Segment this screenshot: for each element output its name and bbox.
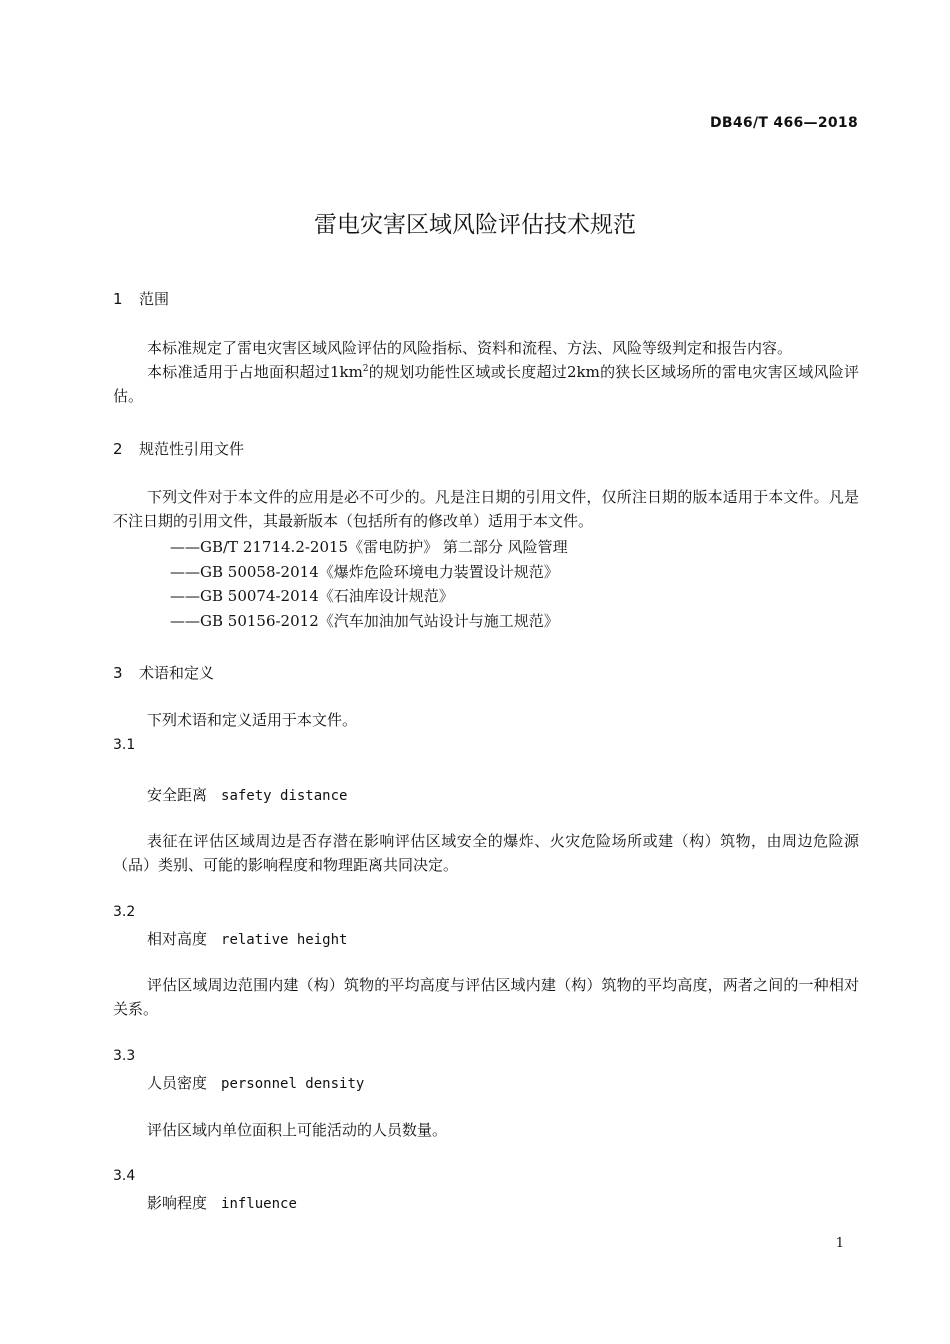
reference-item: ——GB 50058-2014《爆炸危险环境电力装置设计规范》 — [170, 563, 559, 581]
section-1-paragraph-1: 本标准规定了雷电灾害区域风险评估的风险指标、资料和流程、方法、风险等级判定和报告内容。 — [147, 339, 793, 357]
section-1-paragraph-2 — [113, 360, 859, 408]
section-2-paragraph-1: 下列文件对于本文件的应用是必不可少的。凡是注日期的引用文件，仅所注日期的版本适用于本文件。凡是不注日期的引用文件，其最新版本（包括所有的修改单）适用于本文件。 — [113, 488, 859, 530]
clause-number: 3.4 — [113, 1168, 136, 1184]
section-3-intro: 下列术语和定义适用于本文件。 — [147, 711, 358, 729]
reference-item: ——GB 50074-2014《石油库设计规范》 — [170, 587, 454, 605]
clause-number: 3.3 — [113, 1048, 136, 1064]
term-personnel-density — [147, 1072, 364, 1093]
term-definition: 评估区域周边范围内建（构）筑物的平均高度与评估区域内建（构）筑物的平均高度，两者之间的一种相对关系。 — [113, 976, 859, 1018]
section-title: 术语和定义 — [139, 664, 215, 682]
section-number: 1 — [113, 290, 123, 308]
paragraph-text: 本标准适用于占地面积超过1km — [147, 363, 363, 381]
section-3-heading — [113, 662, 214, 683]
section-number: 2 — [113, 440, 123, 458]
superscript: 2 — [362, 364, 369, 374]
term-zh: 安全距离 — [147, 786, 208, 804]
term-zh: 相对高度 — [147, 930, 208, 948]
section-number: 3 — [113, 664, 123, 682]
section-1-heading — [113, 288, 169, 309]
section-2-heading — [113, 438, 244, 459]
clause-number: 3.1 — [113, 737, 136, 753]
term-safety-distance — [147, 784, 347, 805]
paragraph-text: 的规划功能性区域或长度超过2km的狭长区域场所的雷电灾害区域风险评估。 — [113, 363, 859, 405]
reference-item: ——GB 50156-2012《汽车加油加气站设计与施工规范》 — [170, 612, 559, 630]
term-en: relative height — [221, 932, 348, 948]
section-title: 规范性引用文件 — [139, 440, 245, 458]
clause-number: 3.2 — [113, 904, 136, 920]
term-en: personnel density — [221, 1076, 365, 1092]
term-en: safety distance — [221, 788, 348, 804]
section-title: 范围 — [139, 290, 170, 308]
term-influence — [147, 1192, 297, 1213]
term-relative-height — [147, 928, 347, 949]
page-title: 雷电灾害区域风险评估技术规范 — [314, 212, 636, 238]
page-number: 1 — [835, 1236, 844, 1251]
term-definition: 表征在评估区域周边是否存潜在影响评估区域安全的爆炸、火灾危险场所或建（构）筑物，由周边危险源（品）类别、可能的影响程度和物理距离共同决定。 — [113, 832, 859, 874]
term-zh: 影响程度 — [147, 1194, 208, 1212]
term-zh: 人员密度 — [147, 1074, 208, 1092]
term-definition: 评估区域内单位面积上可能活动的人员数量。 — [147, 1121, 448, 1139]
document-number: DB46/T 466—2018 — [710, 115, 858, 131]
reference-item: ——GB/T 21714.2-2015《雷电防护》 第二部分 风险管理 — [170, 538, 568, 556]
term-en: influence — [221, 1196, 297, 1212]
